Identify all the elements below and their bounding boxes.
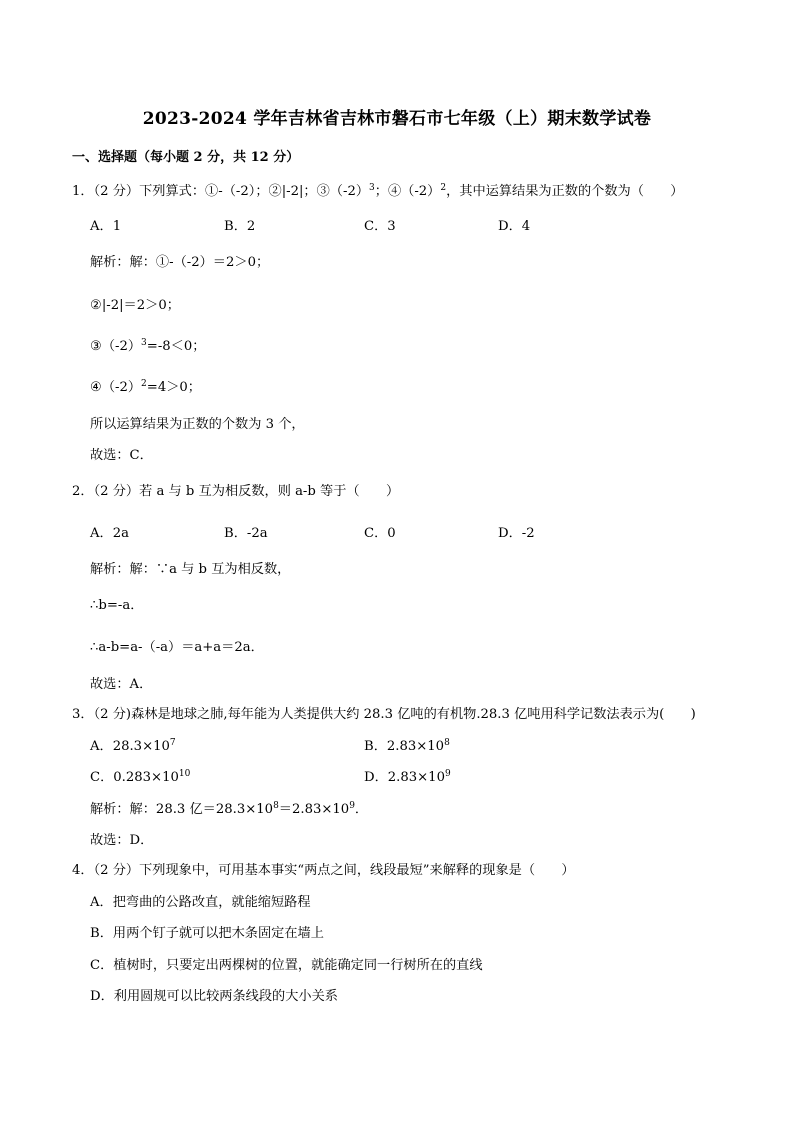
page-title: 2023-2024 学年吉林省吉林市磐石市七年级（上）期末数学试卷 <box>142 109 652 129</box>
q1-analysis-line-4: $④(-2)^2=4>0$； <box>90 379 201 395</box>
q3-option-d: D．$2.83\times 10^9$ <box>364 769 451 785</box>
q1-analysis-line-5: 所以运算结果为正数的个数为 3 个， <box>90 417 305 432</box>
question-3-stem: 3．（2 分)森林是地球之肺,每年能为人类提供大约 28.3 亿吨的有机物.28.3 亿吨用科学记数法表示为( ) <box>72 707 696 722</box>
q2-option-c: C．0 <box>364 526 396 541</box>
q3-option-c: C．$0.283\times 10^{10}$ <box>90 769 191 785</box>
q1-analysis-line-2: ②|-2|＝2＞0； <box>90 298 180 313</box>
q2-analysis-line-3: ∴a-b=a-（-a）＝a+a＝2a． <box>90 640 264 655</box>
question-2-stem: 2．（2 分）若 a 与 b 互为相反数，则 a-b 等于（ ） <box>72 484 400 499</box>
q1-analysis-line-1: 解析：解：①-（-2）＝2＞0； <box>90 255 270 270</box>
q1-option-b: B．2 <box>224 219 256 234</box>
q1-analysis-line-3: $③(-2)^3=-8<0$； <box>90 338 206 354</box>
q4-option-c: C．植树时，只要定出两棵树的位置，就能确定同一行树所在的直线 <box>90 958 483 973</box>
q3-option-b: B．$2.83\times 10^8$ <box>364 738 450 754</box>
q2-option-a: A．2a <box>90 526 129 541</box>
q4-option-d: D．利用圆规可以比较两条线段的大小关系 <box>90 989 338 1004</box>
q4-option-a: A．把弯曲的公路改直，就能缩短路程 <box>90 895 311 910</box>
q2-analysis-line-1: 解析：解：∵a 与 b 互为相反数， <box>90 562 291 577</box>
q3-option-a: A．$28.3\times 10^7$ <box>90 738 176 754</box>
q3-analysis: 解析：解：28.3 亿$=28.3\times 10^8=2.83\times 10^9$． <box>90 801 369 817</box>
q4-option-b: B．用两个钉子就可以把木条固定在墙上 <box>90 926 324 941</box>
q1-option-a: A．1 <box>90 219 122 234</box>
question-1-stem: 1．（2 分）下列算式：①-（-2）；②|-2|；$③(-2)^3$；$④(-2)^2$，其中运算结果为正数的个数为（ ） <box>72 183 684 199</box>
q1-answer: 故选：C． <box>90 448 153 463</box>
section-heading: 一、选择题（每小题 2 分，共 12 分） <box>72 150 300 165</box>
q2-option-d: D．-2 <box>498 526 535 541</box>
q1-option-d: D．4 <box>498 219 531 234</box>
q2-answer: 故选：A． <box>90 677 153 692</box>
q2-option-b: B．-2a <box>224 526 268 541</box>
q3-answer: 故选：D． <box>90 833 154 848</box>
q1-option-c: C．3 <box>364 219 396 234</box>
question-4-stem: 4．（2 分）下列现象中，可用基本事实“两点之间，线段最短”来解释的现象是（ ） <box>72 863 575 878</box>
q2-analysis-line-2: ∴b=-a． <box>90 598 144 613</box>
